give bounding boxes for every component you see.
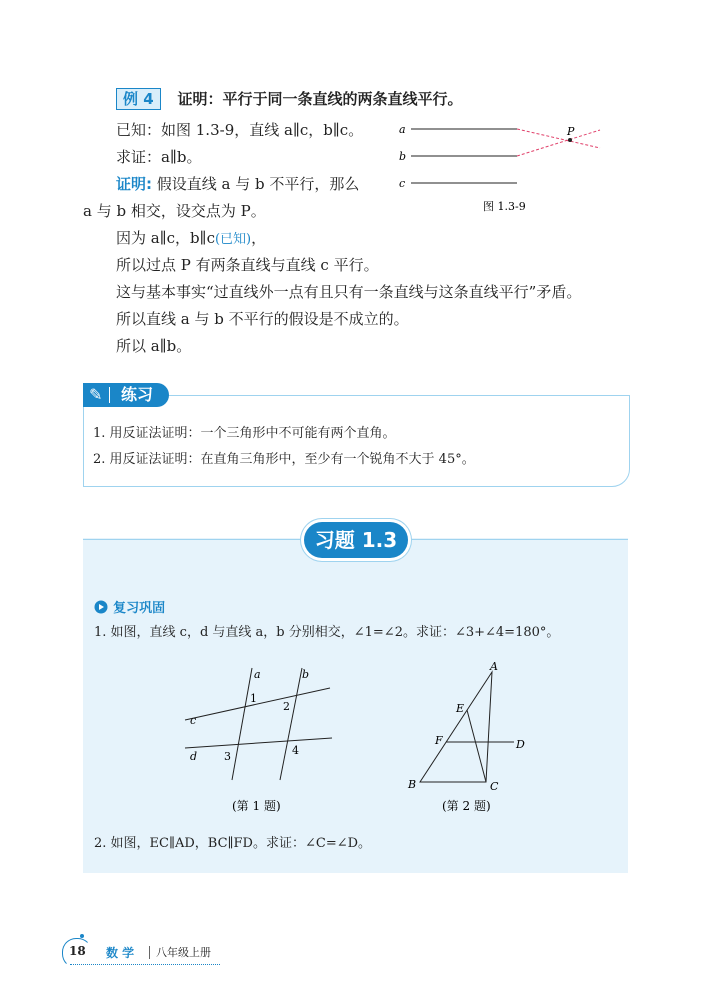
- fig1-angle-1: 1: [250, 692, 257, 705]
- fig1-caption: (第 1 题): [232, 799, 281, 813]
- fig2-label-C: C: [490, 780, 499, 793]
- exercise-item-2: 2. 如图，EC∥AD，BC∥FD。求证：∠C=∠D。: [94, 836, 372, 851]
- prove-line: 求证：a∥b。: [116, 148, 202, 166]
- fig2-label-E: E: [456, 702, 465, 715]
- exercise-figure-2: [400, 660, 540, 820]
- footer-subject: 数 学: [106, 946, 135, 960]
- proof-line-1: [116, 174, 359, 194]
- exercise-title: 习题 1.3: [304, 522, 408, 558]
- proof-line-7: 所以 a∥b。: [116, 337, 192, 355]
- figure-1-3-9: [395, 118, 610, 218]
- section-title: 复习巩固: [113, 601, 166, 616]
- footer-divider: [149, 946, 150, 959]
- example-heading: [116, 88, 462, 110]
- proof-text-3-end: ，: [251, 229, 267, 247]
- proof-text-1: 假设直线 a 与 b 不平行，那么: [156, 175, 360, 193]
- fig2-label-F: F: [435, 734, 443, 747]
- practice-item-2: 2. 用反证法证明：在直角三角形中，至少有一个锐角不大于 45°。: [93, 452, 475, 467]
- example-title: 证明：平行于同一条直线的两条直线平行。: [177, 90, 463, 108]
- fig2-label-A: A: [490, 660, 498, 673]
- fig1-label-a: a: [254, 668, 261, 681]
- proof-line-6: 所以直线 a 与 b 不平行的假设是不成立的。: [116, 310, 409, 328]
- practice-item-1: 1. 用反证法证明：一个三角形中不可能有两个直角。: [93, 426, 396, 441]
- fig2-label-B: B: [408, 778, 417, 791]
- label-b: b: [399, 150, 407, 163]
- proof-label: 证明:: [116, 175, 152, 193]
- footer-grade: 八年级上册: [156, 946, 211, 959]
- footer-rule: [70, 964, 220, 965]
- fig1-label-d: d: [190, 750, 198, 763]
- given-line: 已知：如图 1.3-9，直线 a∥c，b∥c。: [116, 121, 364, 139]
- fig2-label-D: D: [516, 738, 525, 751]
- pencil-ruler-icon: ✎: [89, 385, 103, 404]
- exercise-item-1: 1. 如图，直线 c，d 与直线 a，b 分别相交，∠1=∠2。求证：∠3+∠4=180°。: [94, 625, 560, 640]
- fig1-angle-3: 3: [224, 750, 231, 763]
- proof-line-3: [116, 228, 266, 250]
- play-circle-icon: [94, 600, 108, 614]
- fig2-caption: (第 2 题): [442, 799, 491, 813]
- figure-caption: 图 1.3-9: [483, 200, 526, 213]
- section-heading: [94, 597, 165, 616]
- proof-note: (已知): [214, 232, 252, 247]
- proof-line-5: 这与基本事实“过直线外一点有且只有一条直线与这条直线平行”矛盾。: [116, 283, 582, 301]
- fig1-label-b: b: [302, 668, 310, 681]
- label-a: a: [399, 123, 406, 136]
- exercise-figure-1: [180, 660, 340, 820]
- fig1-angle-2: 2: [283, 700, 290, 713]
- proof-line-2: a 与 b 相交，设交点为 P。: [83, 202, 266, 220]
- label-c: c: [399, 177, 406, 190]
- practice-header: [83, 383, 169, 407]
- page-number: 18: [69, 944, 86, 958]
- exercise-panel: [83, 538, 628, 873]
- example-tag: 例 4: [116, 88, 161, 110]
- proof-line-4: 所以过点 P 有两条直线与直线 c 平行。: [116, 256, 379, 274]
- fig1-label-c: c: [190, 714, 197, 727]
- fig1-angle-4: 4: [292, 744, 299, 757]
- practice-heading: 练习: [121, 385, 154, 404]
- header-divider: [109, 387, 110, 403]
- label-P: P: [567, 125, 575, 138]
- page-dot: [80, 934, 84, 938]
- proof-text-3: 因为 a∥c，b∥c: [116, 229, 215, 247]
